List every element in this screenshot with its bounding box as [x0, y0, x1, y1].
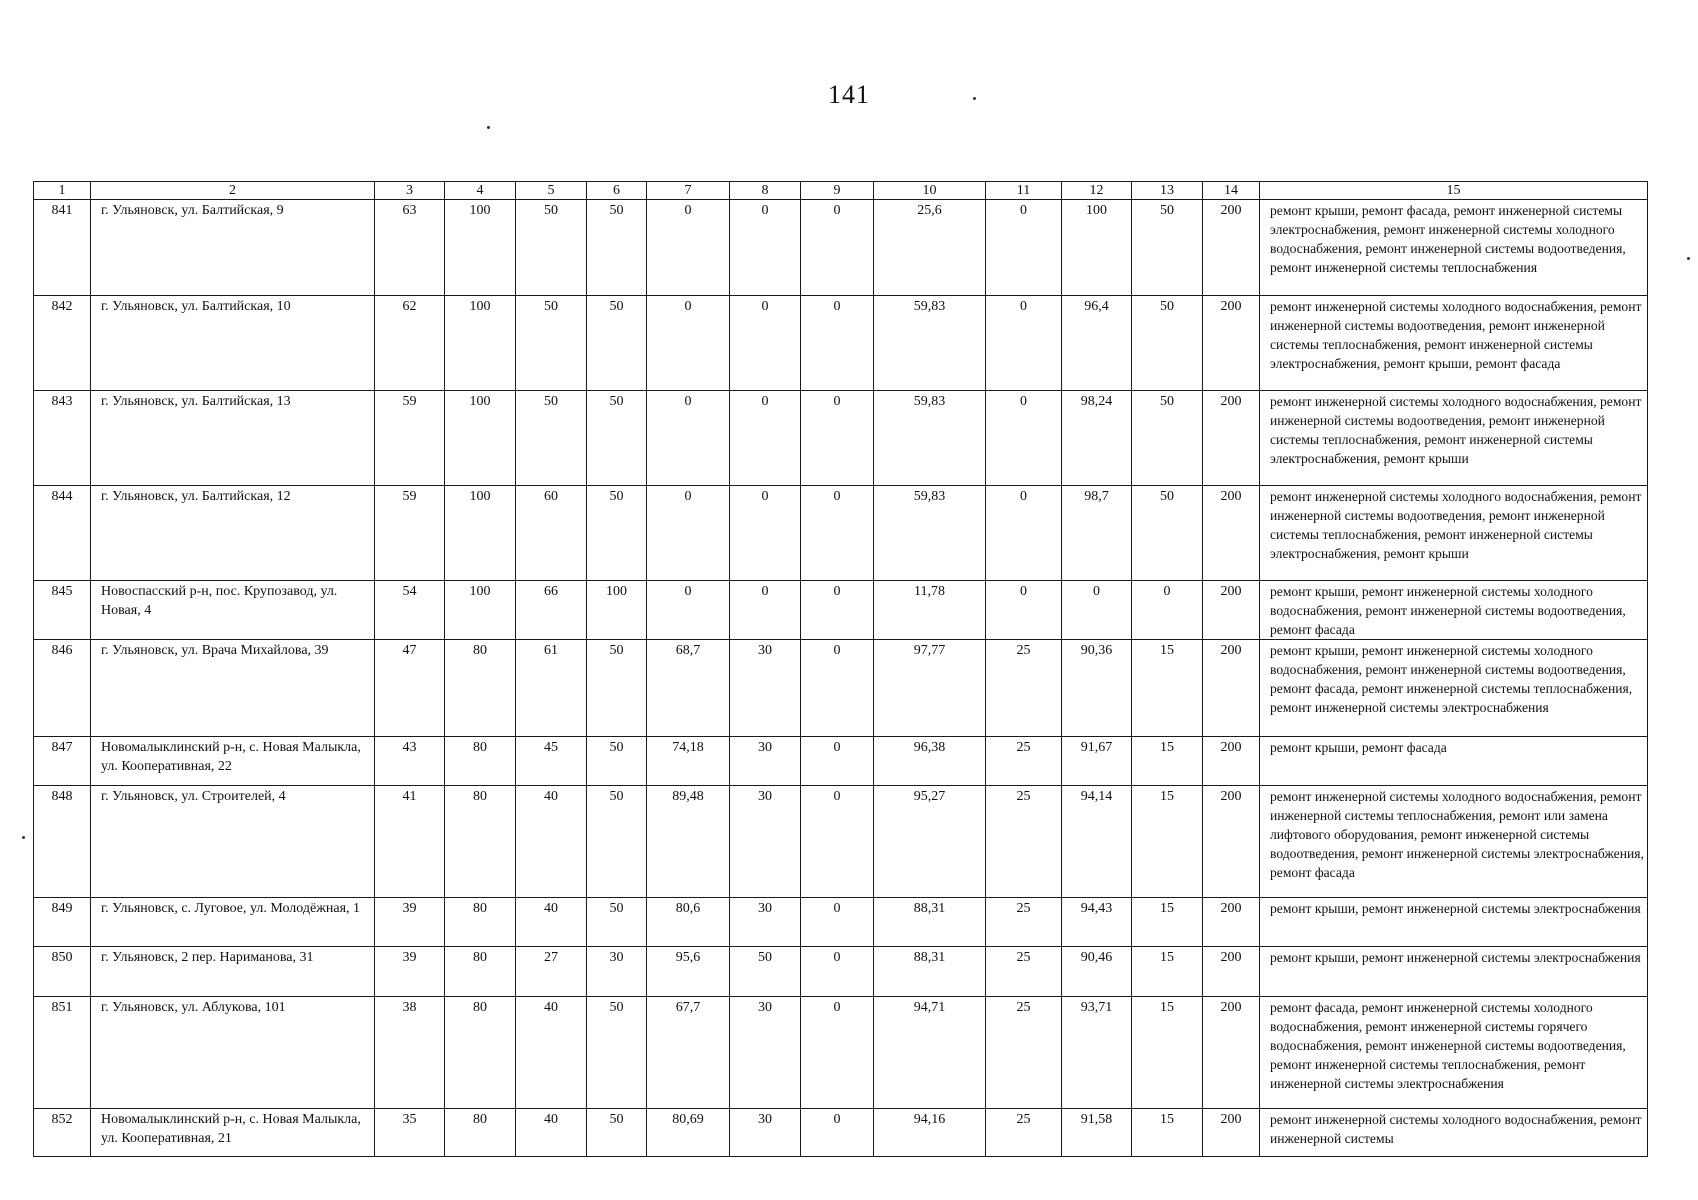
value-cell: 0: [801, 947, 874, 997]
value-cell: 47: [375, 640, 445, 737]
value-cell: 66: [516, 581, 587, 640]
value-cell: 25: [986, 947, 1062, 997]
value-cell: 200: [1203, 898, 1260, 947]
column-header: 14: [1203, 182, 1260, 200]
row-number: 841: [34, 200, 91, 296]
page-number: 141: [828, 80, 870, 109]
value-cell: 59,83: [874, 296, 986, 391]
value-cell: 25: [986, 737, 1062, 786]
column-header: 2: [91, 182, 375, 200]
value-cell: 39: [375, 947, 445, 997]
value-cell: 30: [730, 786, 801, 898]
value-cell: 100: [445, 486, 516, 581]
value-cell: 54: [375, 581, 445, 640]
value-cell: 63: [375, 200, 445, 296]
value-cell: 80: [445, 997, 516, 1109]
value-cell: 30: [587, 947, 647, 997]
address-cell: г. Ульяновск, ул. Балтийская, 13: [91, 391, 375, 486]
value-cell: 88,31: [874, 947, 986, 997]
value-cell: 30: [730, 737, 801, 786]
value-cell: 25: [986, 786, 1062, 898]
value-cell: 15: [1132, 640, 1203, 737]
works-cell: ремонт фасада, ремонт инженерной системы холодного водоснабжения, ремонт инженерной системы горячего водоснабжения, ремонт инженерной системы водоотведения, ремонт инженерной системы теплоснабжения, ремонт инженерной системы электроснабжения: [1260, 997, 1648, 1109]
address-cell: г. Ульяновск, ул. Балтийская, 12: [91, 486, 375, 581]
value-cell: 80,69: [647, 1109, 730, 1157]
column-header: 3: [375, 182, 445, 200]
column-header: 7: [647, 182, 730, 200]
row-number: 850: [34, 947, 91, 997]
value-cell: 0: [730, 296, 801, 391]
scan-speck: [487, 126, 490, 129]
value-cell: 94,43: [1062, 898, 1132, 947]
value-cell: 50: [587, 1109, 647, 1157]
value-cell: 30: [730, 898, 801, 947]
address-cell: г. Ульяновск, ул. Балтийская, 9: [91, 200, 375, 296]
row-number: 851: [34, 997, 91, 1109]
address-cell: Новомалыклинский р-н, с. Новая Малыкла, ул. Кооперативная, 22: [91, 737, 375, 786]
column-header: 15: [1260, 182, 1648, 200]
value-cell: 200: [1203, 200, 1260, 296]
value-cell: 0: [647, 581, 730, 640]
works-cell: ремонт инженерной системы холодного водоснабжения, ремонт инженерной системы водоотведения, ремонт инженерной системы теплоснабжения, ремонт инженерной системы электроснабжения, ремонт крыши, ремонт фасада: [1260, 296, 1648, 391]
value-cell: 15: [1132, 737, 1203, 786]
value-cell: 25: [986, 997, 1062, 1109]
value-cell: 95,27: [874, 786, 986, 898]
value-cell: 100: [1062, 200, 1132, 296]
value-cell: 15: [1132, 947, 1203, 997]
value-cell: 0: [801, 1109, 874, 1157]
value-cell: 90,36: [1062, 640, 1132, 737]
value-cell: 100: [445, 391, 516, 486]
value-cell: 80: [445, 1109, 516, 1157]
table-row: [34, 737, 1648, 786]
value-cell: 50: [1132, 296, 1203, 391]
table-row: [34, 486, 1648, 581]
table-row: [34, 898, 1648, 947]
value-cell: 15: [1132, 898, 1203, 947]
address-cell: Новоспасский р-н, пос. Крупозавод, ул. Новая, 4: [91, 581, 375, 640]
value-cell: 50: [587, 486, 647, 581]
scan-speck: [1687, 257, 1690, 260]
value-cell: 59: [375, 486, 445, 581]
value-cell: 0: [801, 786, 874, 898]
value-cell: 94,71: [874, 997, 986, 1109]
row-number: 849: [34, 898, 91, 947]
value-cell: 96,38: [874, 737, 986, 786]
row-number: 842: [34, 296, 91, 391]
value-cell: 89,48: [647, 786, 730, 898]
row-number: 852: [34, 1109, 91, 1157]
value-cell: 200: [1203, 1109, 1260, 1157]
value-cell: 50: [1132, 486, 1203, 581]
address-cell: г. Ульяновск, ул. Аблукова, 101: [91, 997, 375, 1109]
value-cell: 50: [730, 947, 801, 997]
column-header: 12: [1062, 182, 1132, 200]
value-cell: 50: [516, 391, 587, 486]
value-cell: 50: [1132, 391, 1203, 486]
value-cell: 50: [516, 296, 587, 391]
value-cell: 0: [730, 200, 801, 296]
address-cell: г. Ульяновск, с. Луговое, ул. Молодёжная, 1: [91, 898, 375, 947]
scan-speck: [22, 836, 25, 839]
value-cell: 94,16: [874, 1109, 986, 1157]
value-cell: 50: [587, 200, 647, 296]
works-cell: ремонт крыши, ремонт фасада: [1260, 737, 1648, 786]
value-cell: 39: [375, 898, 445, 947]
value-cell: 200: [1203, 486, 1260, 581]
value-cell: 80,6: [647, 898, 730, 947]
value-cell: 50: [587, 296, 647, 391]
value-cell: 80: [445, 898, 516, 947]
value-cell: 43: [375, 737, 445, 786]
value-cell: 88,31: [874, 898, 986, 947]
value-cell: 80: [445, 947, 516, 997]
value-cell: 15: [1132, 997, 1203, 1109]
works-cell: ремонт инженерной системы холодного водоснабжения, ремонт инженерной системы водоотведения, ремонт инженерной системы теплоснабжения, ремонт инженерной системы электроснабжения, ремонт крыши: [1260, 486, 1648, 581]
table-row: [34, 947, 1648, 997]
address-cell: г. Ульяновск, ул. Врача Михайлова, 39: [91, 640, 375, 737]
value-cell: 60: [516, 486, 587, 581]
value-cell: 0: [730, 486, 801, 581]
value-cell: 59,83: [874, 391, 986, 486]
value-cell: 50: [587, 737, 647, 786]
value-cell: 62: [375, 296, 445, 391]
column-header: 10: [874, 182, 986, 200]
value-cell: 40: [516, 786, 587, 898]
value-cell: 0: [986, 200, 1062, 296]
value-cell: 100: [587, 581, 647, 640]
row-number: 848: [34, 786, 91, 898]
works-cell: ремонт крыши, ремонт фасада, ремонт инженерной системы электроснабжения, ремонт инженерной системы холодного водоснабжения, ремонт инженерной системы водоотведения, ремонт инженерной системы теплоснабжения: [1260, 200, 1648, 296]
value-cell: 25: [986, 640, 1062, 737]
value-cell: 80: [445, 786, 516, 898]
column-header: 5: [516, 182, 587, 200]
value-cell: 100: [445, 581, 516, 640]
value-cell: 15: [1132, 1109, 1203, 1157]
value-cell: 15: [1132, 786, 1203, 898]
row-number: 843: [34, 391, 91, 486]
value-cell: 0: [986, 486, 1062, 581]
value-cell: 0: [801, 640, 874, 737]
value-cell: 0: [986, 296, 1062, 391]
works-cell: ремонт инженерной системы холодного водоснабжения, ремонт инженерной системы теплоснабжения, ремонт или замена лифтового оборудования, ремонт инженерной системы водоотведения, ремонт инженерной системы электроснабжения, ремонт фасада: [1260, 786, 1648, 898]
column-header: 9: [801, 182, 874, 200]
value-cell: 50: [1132, 200, 1203, 296]
value-cell: 200: [1203, 997, 1260, 1109]
value-cell: 35: [375, 1109, 445, 1157]
value-cell: 96,4: [1062, 296, 1132, 391]
value-cell: 59: [375, 391, 445, 486]
value-cell: 0: [801, 296, 874, 391]
works-cell: ремонт крыши, ремонт инженерной системы электроснабжения: [1260, 947, 1648, 997]
works-cell: ремонт крыши, ремонт инженерной системы холодного водоснабжения, ремонт инженерной системы водоотведения, ремонт фасада: [1260, 581, 1648, 640]
value-cell: 95,6: [647, 947, 730, 997]
value-cell: 25: [986, 898, 1062, 947]
table-row: [34, 786, 1648, 898]
row-number: 844: [34, 486, 91, 581]
value-cell: 11,78: [874, 581, 986, 640]
value-cell: 93,71: [1062, 997, 1132, 1109]
value-cell: 30: [730, 1109, 801, 1157]
works-cell: ремонт инженерной системы холодного водоснабжения, ремонт инженерной системы: [1260, 1109, 1648, 1157]
value-cell: 97,77: [874, 640, 986, 737]
column-header: 6: [587, 182, 647, 200]
works-cell: ремонт крыши, ремонт инженерной системы электроснабжения: [1260, 898, 1648, 947]
value-cell: 91,67: [1062, 737, 1132, 786]
value-cell: 0: [730, 581, 801, 640]
value-cell: 100: [445, 200, 516, 296]
row-number: 846: [34, 640, 91, 737]
value-cell: 0: [801, 486, 874, 581]
value-cell: 98,24: [1062, 391, 1132, 486]
value-cell: 80: [445, 737, 516, 786]
value-cell: 45: [516, 737, 587, 786]
value-cell: 200: [1203, 296, 1260, 391]
column-header: 8: [730, 182, 801, 200]
column-header: 1: [34, 182, 91, 200]
table-row: [34, 296, 1648, 391]
value-cell: 67,7: [647, 997, 730, 1109]
value-cell: 98,7: [1062, 486, 1132, 581]
value-cell: 30: [730, 997, 801, 1109]
value-cell: 0: [986, 391, 1062, 486]
column-header: 11: [986, 182, 1062, 200]
table-row: [34, 997, 1648, 1109]
value-cell: 0: [1062, 581, 1132, 640]
value-cell: 25,6: [874, 200, 986, 296]
column-header: 13: [1132, 182, 1203, 200]
value-cell: 200: [1203, 640, 1260, 737]
value-cell: 200: [1203, 947, 1260, 997]
value-cell: 94,14: [1062, 786, 1132, 898]
value-cell: 50: [587, 640, 647, 737]
value-cell: 27: [516, 947, 587, 997]
works-cell: ремонт крыши, ремонт инженерной системы холодного водоснабжения, ремонт инженерной системы водоотведения, ремонт фасада, ремонт инженерной системы теплоснабжения, ремонт инженерной системы электроснабжения: [1260, 640, 1648, 737]
value-cell: 38: [375, 997, 445, 1109]
value-cell: 50: [516, 200, 587, 296]
value-cell: 40: [516, 1109, 587, 1157]
value-cell: 0: [986, 581, 1062, 640]
table-row: [34, 640, 1648, 737]
row-number: 847: [34, 737, 91, 786]
value-cell: 61: [516, 640, 587, 737]
value-cell: 0: [647, 200, 730, 296]
value-cell: 40: [516, 997, 587, 1109]
value-cell: 50: [587, 786, 647, 898]
value-cell: 100: [445, 296, 516, 391]
table-row: [34, 581, 1648, 640]
row-number: 845: [34, 581, 91, 640]
value-cell: 0: [801, 737, 874, 786]
value-cell: 200: [1203, 581, 1260, 640]
value-cell: 68,7: [647, 640, 730, 737]
table-row: [34, 200, 1648, 296]
value-cell: 0: [801, 200, 874, 296]
address-cell: г. Ульяновск, 2 пер. Нариманова, 31: [91, 947, 375, 997]
scan-speck: [973, 97, 976, 100]
value-cell: 200: [1203, 391, 1260, 486]
value-cell: 0: [647, 296, 730, 391]
value-cell: 0: [801, 391, 874, 486]
value-cell: 50: [587, 898, 647, 947]
value-cell: 41: [375, 786, 445, 898]
value-cell: 0: [1132, 581, 1203, 640]
value-cell: 25: [986, 1109, 1062, 1157]
address-cell: Новомалыклинский р-н, с. Новая Малыкла, ул. Кооперативная, 21: [91, 1109, 375, 1157]
value-cell: 50: [587, 997, 647, 1109]
table-row: [34, 1109, 1648, 1157]
value-cell: 90,46: [1062, 947, 1132, 997]
value-cell: 59,83: [874, 486, 986, 581]
header-row: [34, 182, 1648, 200]
value-cell: 0: [647, 391, 730, 486]
value-cell: 0: [801, 898, 874, 947]
value-cell: 200: [1203, 737, 1260, 786]
value-cell: 0: [730, 391, 801, 486]
value-cell: 80: [445, 640, 516, 737]
column-header: 4: [445, 182, 516, 200]
table-row: [34, 391, 1648, 486]
value-cell: 40: [516, 898, 587, 947]
value-cell: 0: [801, 997, 874, 1109]
value-cell: 91,58: [1062, 1109, 1132, 1157]
value-cell: 0: [647, 486, 730, 581]
address-cell: г. Ульяновск, ул. Балтийская, 10: [91, 296, 375, 391]
value-cell: 200: [1203, 786, 1260, 898]
address-cell: г. Ульяновск, ул. Строителей, 4: [91, 786, 375, 898]
value-cell: 30: [730, 640, 801, 737]
registry-table: [33, 181, 1648, 1157]
value-cell: 0: [801, 581, 874, 640]
value-cell: 74,18: [647, 737, 730, 786]
works-cell: ремонт инженерной системы холодного водоснабжения, ремонт инженерной системы водоотведения, ремонт инженерной системы теплоснабжения, ремонт инженерной системы электроснабжения, ремонт крыши: [1260, 391, 1648, 486]
value-cell: 50: [587, 391, 647, 486]
